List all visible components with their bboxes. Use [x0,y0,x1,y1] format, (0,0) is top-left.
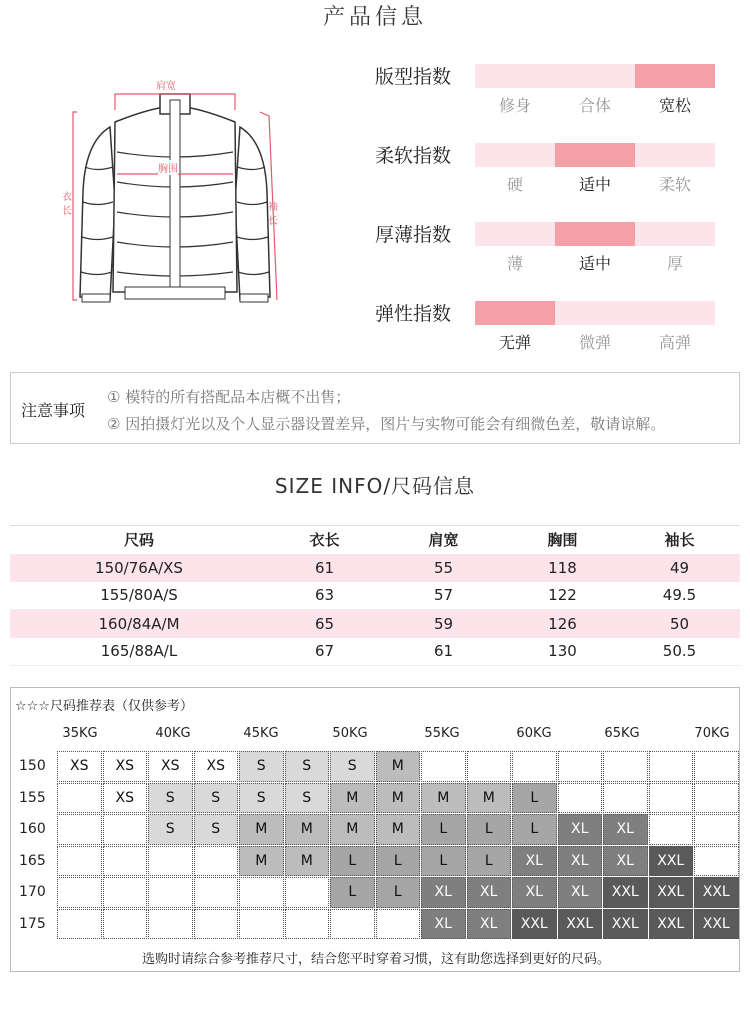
recommend-cell: XS [103,751,148,782]
recommend-cell: XL [421,909,466,940]
recommend-cell [148,909,193,940]
height-label: 155 [19,789,46,806]
index-bar-segment [555,301,635,325]
size-info-title: SIZE INFO/尺码信息 [274,474,476,498]
weight-label: 55KG [424,726,460,741]
recommend-cell: XXL [694,877,739,908]
size-cell: 55 [381,554,506,582]
notes-line-1: ① 模特的所有搭配品本店概不出售； [107,388,351,406]
recommend-cell: M [285,814,330,845]
index-bar-segment [555,143,635,167]
recommend-cell: XXL [603,877,648,908]
recommend-cell [57,846,102,877]
recommend-cell [285,909,330,940]
recommend-cell: L [512,783,557,814]
recommend-cell [330,909,375,940]
recommend-cell [376,909,421,940]
size-table [10,525,740,666]
recommend-cell: L [467,846,512,877]
recommend-cell [649,751,694,782]
index-label: 弹性指数 [375,303,452,325]
recommend-cell: M [421,783,466,814]
recommend-cell [57,877,102,908]
index-bar [475,64,715,88]
recommend-cell: L [330,877,375,908]
index-option: 高弹 [658,333,691,352]
size-cell: 59 [381,610,506,638]
notes-line-2: ② 因拍摄灯光以及个人显示器设置差异，图片与实物可能会有细微色差，敬请谅解。 [107,415,666,433]
height-label: 150 [19,758,46,774]
size-header-length: 衣长 [309,531,340,550]
notes-box [10,372,740,444]
height-label: 175 [19,915,46,932]
index-option: 宽松 [658,96,691,115]
size-cell: 130 [506,638,619,666]
recommend-footer: 选购时请综合参考推荐尺寸，结合您平时穿着习惯，这有助您选择到更好的尺码。 [141,952,610,967]
size-cell: 126 [506,610,619,638]
recommend-cell: S [194,783,239,814]
size-cell: 61 [268,554,381,582]
size-cell: 49.5 [619,582,740,610]
size-row [10,610,740,638]
product-info-title: 产品信息 [322,5,427,30]
recommend-cell: S [239,783,284,814]
recommend-cell: XXL [694,909,739,940]
size-cell: 57 [381,582,506,610]
recommend-cell: M [285,846,330,877]
index-label: 版型指数 [375,66,452,88]
recommend-cell: L [376,877,421,908]
size-cell: 65 [268,610,381,638]
recommend-cell: XL [603,814,648,845]
recommend-cell [57,783,102,814]
recommend-cell: L [421,814,466,845]
recommend-cell [148,846,193,877]
recommend-cell [603,751,648,782]
length-label-2: 长 [62,206,72,217]
chest-label: 胸围 [158,160,178,175]
recommend-cell: M [376,783,421,814]
index-option: 适中 [578,254,611,273]
recommend-cell: M [239,846,284,877]
recommend-cell [239,909,284,940]
recommend-cell [103,846,148,877]
recommend-cell: M [467,783,512,814]
size-cell: 50 [619,610,740,638]
recommend-cell: XL [558,814,603,845]
recommend-cell: XXL [649,846,694,877]
recommend-cell [649,814,694,845]
index-bar-segment [635,143,715,167]
index-bar-segment [475,301,555,325]
size-header-size: 尺码 [123,531,154,550]
index-bar [475,301,715,325]
index-option: 薄 [506,254,523,273]
recommend-cell: XL [603,846,648,877]
weight-label: 40KG [155,726,191,741]
recommend-cell: S [194,814,239,845]
jacket-diagram [55,72,295,312]
recommend-title: ☆☆☆尺码推荐表（仅供参考） [15,699,193,714]
recommend-cell: XXL [649,909,694,940]
recommend-cell [649,783,694,814]
recommend-cell: XL [512,846,557,877]
recommend-cell: XS [148,751,193,782]
recommend-cell: XL [421,877,466,908]
weight-label: 50KG [332,726,368,741]
recommend-cell [194,846,239,877]
height-label: 160 [19,821,46,837]
size-cell: 155/80A/S [10,582,268,610]
index-bar [475,222,715,246]
recommend-cell [285,877,330,908]
recommend-cell [512,751,557,782]
size-cell: 50.5 [619,638,740,666]
recommend-cell [57,814,102,845]
notes-title: 注意事项 [21,401,86,420]
recommend-cell: L [467,814,512,845]
recommend-cell: S [285,751,330,782]
size-row [10,554,740,582]
weight-label: 35KG [62,726,98,741]
recommend-cell [694,751,739,782]
recommend-cell: L [512,814,557,845]
weight-label: 70KG [694,726,730,741]
weight-label: 65KG [604,726,640,741]
recommend-cell: S [285,783,330,814]
recommend-cell [558,783,603,814]
size-cell: 165/88A/L [10,638,268,666]
recommend-cell: XL [467,877,512,908]
index-option: 厚 [666,254,683,273]
length-label-1: 衣 [62,192,72,203]
recommend-cell [421,751,466,782]
recommend-cell: XXL [649,877,694,908]
index-option: 适中 [578,175,611,194]
size-cell: 67 [268,638,381,666]
recommend-cell: S [330,751,375,782]
recommend-cell [694,846,739,877]
recommend-cell: M [330,783,375,814]
recommend-cell: XS [57,751,102,782]
index-bar-segment [555,222,635,246]
size-cell: 160/84A/M [10,610,268,638]
recommend-cell: M [239,814,284,845]
height-label: 170 [19,884,46,900]
recommend-cell: XS [194,751,239,782]
size-row [10,582,740,610]
index-bar-segment [475,143,555,167]
size-cell: 150/76A/XS [10,554,268,582]
recommend-cell: M [376,814,421,845]
index-label: 柔软指数 [375,145,452,167]
recommend-cell [57,909,102,940]
index-bar-segment [635,222,715,246]
sleeve-label-2: 长 [268,216,278,227]
index-option: 硬 [506,175,523,194]
recommend-cell: XS [103,783,148,814]
recommend-cell: XL [558,877,603,908]
recommend-cell: M [330,814,375,845]
recommend-cell: XXL [558,909,603,940]
index-option: 修身 [498,96,531,115]
size-cell: 61 [381,638,506,666]
size-cell: 63 [268,582,381,610]
recommend-cell [148,877,193,908]
size-cell: 49 [619,554,740,582]
recommend-cell [603,783,648,814]
recommend-cell [694,814,739,845]
recommend-cell: L [421,846,466,877]
height-label: 165 [19,852,46,869]
weight-label: 45KG [243,726,279,741]
size-header-chest: 胸围 [547,531,578,550]
size-header-shoulder: 肩宽 [428,531,459,550]
size-cell: 118 [506,554,619,582]
size-row [10,638,740,666]
index-bar-segment [555,64,635,88]
size-recommend-table [10,687,740,972]
recommend-cell: XXL [603,909,648,940]
recommend-cell [239,877,284,908]
recommend-cell [194,909,239,940]
recommend-cell: XL [512,877,557,908]
index-option: 微弹 [578,333,611,352]
recommend-cell: S [239,751,284,782]
recommend-cell: S [148,814,193,845]
index-option: 柔软 [658,175,691,194]
recommend-cell [103,814,148,845]
sleeve-label-1: 袖 [268,202,278,213]
size-header-sleeve: 袖长 [664,531,695,550]
shoulder-label: 肩宽 [156,81,176,92]
recommend-cell [467,751,512,782]
recommend-cell: XXL [512,909,557,940]
index-bar-segment [475,222,555,246]
recommend-cell: S [148,783,193,814]
index-option: 合体 [578,96,611,115]
recommend-cell: XL [558,846,603,877]
recommend-cell: L [376,846,421,877]
recommend-cell [558,751,603,782]
recommend-cell: XL [467,909,512,940]
recommend-cell [103,877,148,908]
index-bar [475,143,715,167]
recommend-cell [694,783,739,814]
index-option: 无弹 [498,333,531,352]
recommend-cell [194,877,239,908]
index-bar-segment [475,64,555,88]
index-bar-segment [635,64,715,88]
index-label: 厚薄指数 [375,224,452,246]
index-bar-segment [635,301,715,325]
size-cell: 122 [506,582,619,610]
recommend-cell [103,909,148,940]
recommend-cell: M [376,751,421,782]
recommend-cell: L [330,846,375,877]
weight-label: 60KG [516,726,552,741]
